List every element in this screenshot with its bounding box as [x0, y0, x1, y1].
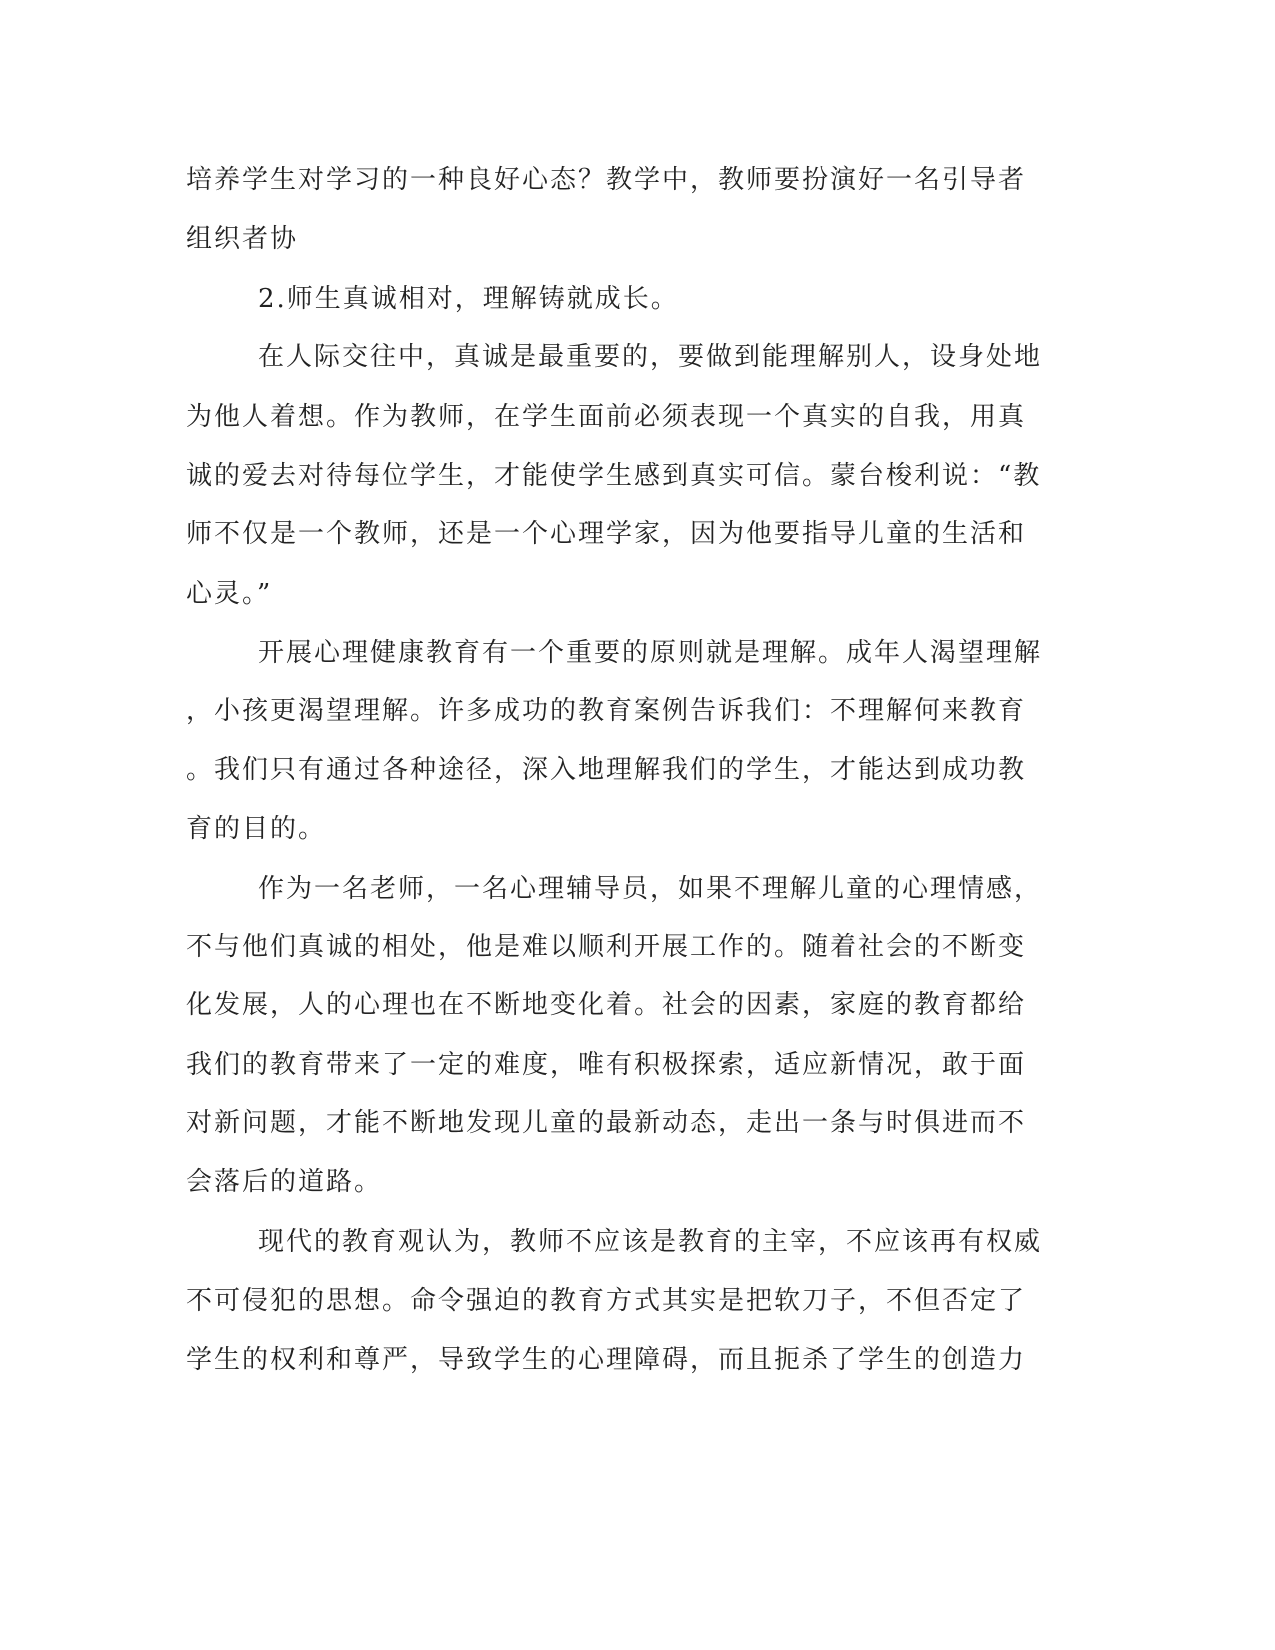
- text-line: 心灵。”: [186, 579, 273, 609]
- text-line: 不可侵犯的思想。命令强迫的教育方式其实是把软刀子，不但否定了: [186, 1286, 1027, 1316]
- text-line: 培养学生对学习的一种良好心态？教学中，教师要扮演好一名引导者: [186, 165, 1027, 195]
- text-line: 师不仅是一个教师，还是一个心理学家，因为他要指导儿童的生活和: [186, 519, 1027, 549]
- text-line: 在人际交往中，真诚是最重要的，要做到能理解别人，设身处地: [258, 342, 1043, 372]
- text-line: 。我们只有通过各种途径，深入地理解我们的学生，才能达到成功教: [186, 755, 1027, 785]
- text-line: ，小孩更渴望理解。许多成功的教育案例告诉我们：不理解何来教育: [186, 696, 1027, 726]
- text-line: 作为一名老师，一名心理辅导员，如果不理解儿童的心理情感，: [258, 874, 1043, 904]
- text-line: 诚的爱去对待每位学生，才能使学生感到真实可信。蒙台梭利说：“教: [186, 461, 1042, 491]
- text-line: 我们的教育带来了一定的难度，唯有积极探索，适应新情况，敢于面: [186, 1050, 1027, 1080]
- text-line: 化发展，人的心理也在不断地变化着。社会的因素，家庭的教育都给: [186, 990, 1027, 1020]
- text-line: 开展心理健康教育有一个重要的原则就是理解。成年人渴望理解: [258, 638, 1043, 668]
- text-line: 育的目的。: [186, 814, 327, 844]
- text-line: 对新问题，才能不断地发现儿童的最新动态，走出一条与时俱进而不: [186, 1108, 1027, 1138]
- text-line: 现代的教育观认为，教师不应该是教育的主宰，不应该再有权威: [258, 1227, 1043, 1257]
- text-line: 组织者协: [186, 224, 299, 254]
- text-line: 会落后的道路。: [186, 1167, 383, 1197]
- text-line: 不与他们真诚的相处，他是难以顺利开展工作的。随着社会的不断变: [186, 932, 1027, 962]
- section-heading: 2.师生真诚相对，理解铸就成长。: [258, 284, 679, 314]
- text-line: 学生的权利和尊严，导致学生的心理障碍，而且扼杀了学生的创造力: [186, 1345, 1027, 1375]
- text-line: 为他人着想。作为教师，在学生面前必须表现一个真实的自我，用真: [186, 402, 1027, 432]
